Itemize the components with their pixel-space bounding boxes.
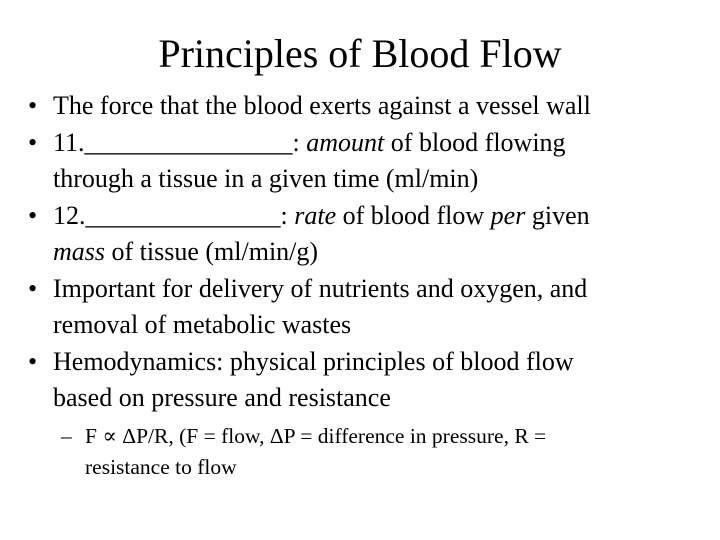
bullet-importance (28, 271, 718, 344)
separator: : (292, 127, 307, 157)
separator: : (280, 200, 295, 230)
item-number: 11. (53, 127, 85, 157)
italic-term: amount (306, 127, 385, 157)
bullet-list (28, 88, 718, 483)
bullet-marker: • (28, 346, 38, 376)
bullet-marker: • (28, 91, 38, 120)
fill-in-blank: ________________ (84, 127, 293, 157)
sub-bullet-flow-equation (28, 421, 718, 483)
slide-title: Principles of Blood Flow (158, 31, 562, 76)
italic-mass: mass (53, 237, 106, 266)
bullet-perfusion-blank (28, 198, 718, 271)
bullet-text-continued: through a tissue in a given time (ml/min) (53, 164, 479, 193)
bullet-marker: • (28, 273, 38, 303)
bullet-marker: • (28, 200, 38, 230)
bullet-text: Important for delivery of nutrients and oxygen, and (53, 273, 588, 303)
bullet-text: The force that the blood exerts against a vessel wall (53, 91, 591, 120)
sub-bullet-marker: – (61, 423, 72, 448)
bullet-text-continued: of tissue (ml/min/g) (105, 237, 319, 266)
bullet-force-against-vessel-wall (28, 88, 718, 125)
fill-in-blank: _______________ (85, 200, 281, 230)
bullet-hemodynamics (28, 344, 718, 417)
item-number: 12. (53, 200, 86, 230)
bullet-text: given (525, 200, 590, 230)
bullet-text-continued: removal of metabolic wastes (53, 310, 352, 339)
bullet-text-continued: based on pressure and resistance (53, 383, 391, 412)
italic-per: per (490, 200, 526, 230)
sub-bullet-text-continued: resistance to flow (85, 454, 237, 479)
bullet-marker: • (28, 127, 38, 157)
sub-bullet-text: F ∝ ΔP/R, (F = flow, ΔP = difference in pressure, R = (85, 423, 547, 448)
italic-term: rate (294, 200, 337, 230)
bullet-text: of blood flowing (384, 127, 566, 157)
bullet-text: Hemodynamics: physical principles of blood flow (53, 346, 574, 376)
bullet-text: of blood flow (336, 200, 491, 230)
bullet-blood-flow-blank (28, 125, 718, 198)
